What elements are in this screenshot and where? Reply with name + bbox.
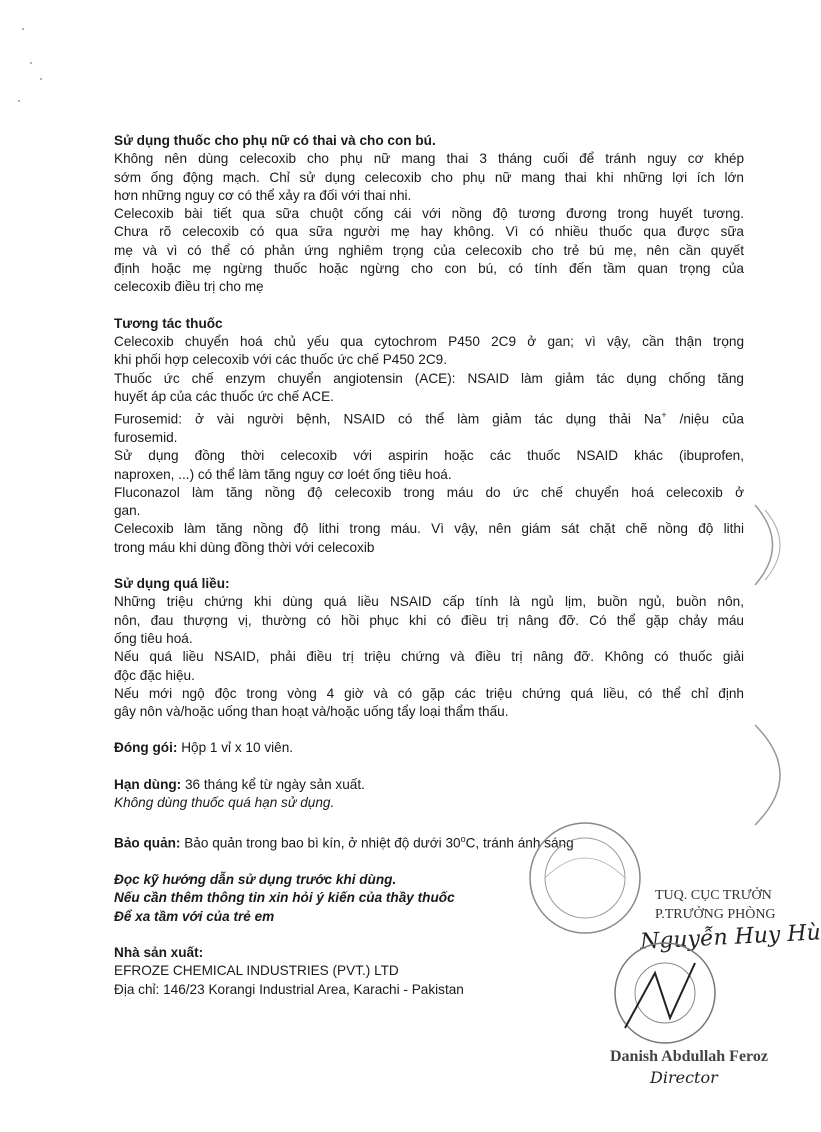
text-line: Những triệu chứng khi dùng quá liều NSAID cấp tính là ngủ lịm, buồn ngủ, buồn nôn, — [114, 594, 744, 610]
official-stamp-seal — [525, 818, 645, 938]
text-line: định hoặc mẹ ngừng thuốc hoặc ngừng cho con bú, có tính đến tầm quan trọng của — [114, 261, 744, 277]
interactions-text — [114, 333, 744, 557]
packaging-label: Đóng gói: — [114, 740, 178, 756]
text-line: Thuốc ức chế enzym chuyển angiotensin (ACE): NSAID làm giảm tác dụng chống tăng — [114, 370, 744, 386]
expiry-label: Hạn dùng: — [114, 776, 182, 792]
superscript: + — [661, 410, 667, 421]
text-line: trong máu khi dùng đồng thời với celecoxib — [114, 539, 375, 555]
pregnancy-text — [114, 150, 744, 296]
text-line: naproxen, ...) có thể làm tăng nguy cơ loét ống tiêu hoá. — [114, 466, 452, 482]
text-line: Chưa rõ celecoxib có qua sữa người mẹ hay không. Vì có nhiều thuốc qua được sữa — [114, 224, 744, 240]
company-stamp-seal — [610, 938, 720, 1048]
overdose-heading: Sử dụng quá liều: — [114, 576, 230, 592]
text-line: sớm ống động mạch. Chỉ sử dụng celecoxib cho phụ nữ mang thai khi những lợi ích lớn — [114, 169, 744, 185]
overdose-text — [114, 593, 744, 721]
text-span: /niệu của — [666, 411, 744, 427]
text-line: furosemid. — [114, 429, 178, 445]
signature-name: Danish Abdullah Feroz — [610, 1048, 768, 1065]
expiry — [114, 776, 744, 794]
warning-line: Nếu cần thêm thông tin xin hỏi ý kiến của thầy thuốc — [114, 890, 455, 906]
warnings — [114, 871, 744, 926]
packaging — [114, 739, 744, 757]
scan-speck — [30, 62, 32, 64]
text-line: gây nôn và/hoặc uống than hoạt và/hoặc uống tẩy loại thẩm thấu. — [114, 704, 509, 720]
text-line: hơn những nguy cơ có thể xảy ra đối với thai nhi. — [114, 187, 412, 203]
packaging-value: Hộp 1 vỉ x 10 viên. — [177, 740, 294, 756]
warning-line: Để xa tầm với của trẻ em — [114, 908, 275, 924]
expiry-value: 36 tháng kể từ ngày sản xuất. — [181, 776, 365, 792]
text-line: Nếu mới ngộ độc trong vòng 4 giờ và có gặp các triệu chứng quá liều, có thể chỉ định — [114, 685, 744, 701]
warning-line: Đọc kỹ hướng dẫn sử dụng trước khi dùng. — [114, 872, 397, 888]
text-line: độc đặc hiệu. — [114, 667, 195, 683]
text-span: Furosemid: ở vài người bệnh, NSAID có thể làm giảm tác dụng thải Na — [114, 411, 662, 427]
text-line: nôn, đau thượng vị, thường có hồi phục khi có điều trị nâng đỡ. Có thể gặp chảy máu — [114, 612, 744, 628]
stamp-line-1: TUQ. CỤC TRƯỞN — [655, 888, 772, 903]
text-line: Celecoxib làm tăng nồng độ lithi trong máu. Vì vậy, nên giám sát chặt chẽ nồng độ lithi — [114, 521, 744, 537]
storage-value-end: C, tránh ánh sáng — [465, 835, 574, 851]
margin-stamp-edge — [735, 500, 795, 590]
expiry-note: Không dùng thuốc quá hạn sử dụng. — [114, 795, 335, 811]
storage — [114, 830, 744, 853]
margin-stamp-edge — [745, 720, 800, 830]
signature-title: Director — [650, 1068, 718, 1087]
manufacturer-address: Địa chỉ: 146/23 Korangi Industrial Area, Karachi - Pakistan — [114, 981, 464, 997]
storage-label: Bảo quản: — [114, 835, 181, 851]
text-line: Nếu quá liều NSAID, phải điều trị triệu chứng và điều trị nâng đỡ. Không có thuốc giải — [114, 649, 744, 665]
text-line: huyết áp của các thuốc ức chế ACE. — [114, 388, 334, 404]
furosemide-line — [114, 406, 744, 429]
document-body — [114, 132, 744, 999]
text-line: gan. — [114, 503, 141, 519]
stamp-line-2: P.TRƯỞNG PHÒNG — [655, 907, 776, 922]
manufacturer-label: Nhà sản xuất: — [114, 945, 204, 961]
text-line: Fluconazol làm tăng nồng độ celecoxib trong máu do ức chế chuyển hoá celecoxib ở — [114, 484, 744, 500]
text-line: Celecoxib chuyển hoá chủ yếu qua cytochrom P450 2C9 ở gan; vì vậy, cần thận trọng — [114, 333, 744, 349]
pregnancy-heading: Sử dụng thuốc cho phụ nữ có thai và cho con bú. — [114, 133, 436, 148]
manufacturer-name: EFROZE CHEMICAL INDUSTRIES (PVT.) LTD — [114, 963, 399, 979]
interactions-heading: Tương tác thuốc — [114, 315, 223, 331]
scan-speck — [40, 78, 42, 80]
text-line: ống tiêu hoá. — [114, 630, 193, 646]
text-line: khi phối hợp celecoxib với các thuốc ức chế P450 2C9. — [114, 352, 447, 368]
scan-speck — [22, 28, 24, 30]
text-line: Không nên dùng celecoxib cho phụ nữ mang thai 3 tháng cuối để tránh nguy cơ khép — [114, 151, 744, 167]
storage-value: Bảo quản trong bao bì kín, ở nhiệt độ dưới 30 — [180, 835, 461, 851]
stamp-signer: Nguyễn Huy Hù — [639, 920, 821, 955]
text-line: Sử dụng đồng thời celecoxib với aspirin hoặc các thuốc NSAID khác (ibuprofen, — [114, 448, 744, 464]
text-line: mẹ và vì có thể có phản ứng nghiêm trọng của celecoxib cho trẻ bú mẹ, nên cần quyết — [114, 242, 744, 258]
text-line: Celecoxib bài tiết qua sữa chuột cống cái với nồng độ tương đương trong huyết tương. — [114, 206, 744, 222]
superscript: o — [460, 834, 466, 845]
scan-speck — [18, 100, 20, 102]
text-line: celecoxib điều trị cho mẹ — [114, 279, 264, 295]
